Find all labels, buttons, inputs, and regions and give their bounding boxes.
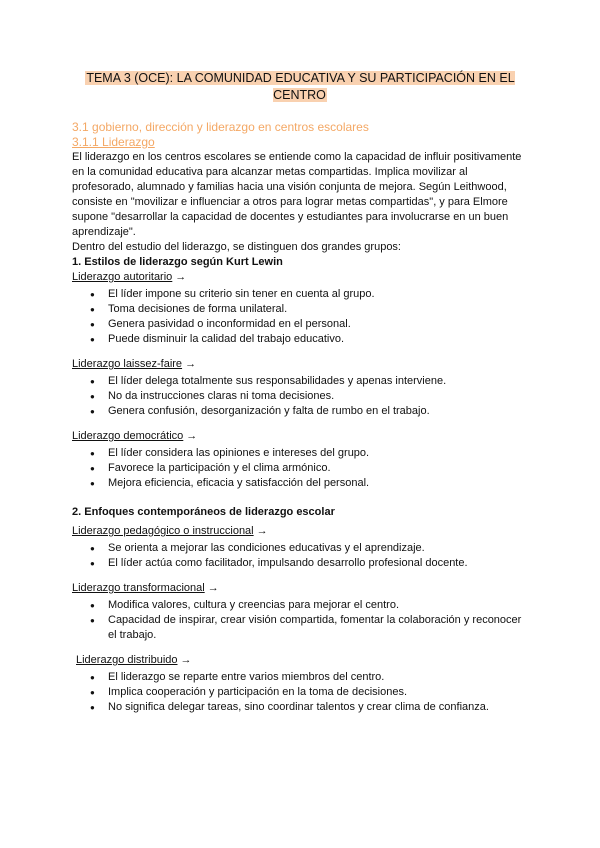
list-item: ● No significa delegar tareas, sino coordinar talentos y crear clima de confianza.: [108, 700, 532, 715]
style-heading-autoritario: [72, 270, 532, 285]
bullet-list-democratico: [72, 446, 532, 491]
list-item: ● El líder actúa como facilitador, impulsando desarrollo profesional docente.: [108, 556, 532, 571]
bullet-list-laissez-faire: [72, 374, 532, 419]
style-heading-transformacional: [72, 581, 532, 596]
list-item: ● Genera pasividad o inconformidad en el personal.: [108, 317, 532, 332]
style-name: Liderazgo democrático: [72, 430, 184, 442]
bullet-list-pedagogico: [72, 541, 532, 571]
document-body: [72, 120, 532, 715]
list-item: ● Toma decisiones de forma unilateral.: [108, 302, 532, 317]
list-item: ● Mejora eficiencia, eficacia y satisfacción del personal.: [108, 476, 532, 491]
list-item: ● Implica cooperación y participación en la toma de decisiones.: [108, 685, 532, 700]
list-item: ● Modifica valores, cultura y creencias para mejorar el centro.: [108, 598, 532, 613]
list-item: ● No da instrucciones claras ni toma decisiones.: [108, 389, 532, 404]
list-item: ● El líder impone su criterio sin tener en cuenta al grupo.: [108, 287, 532, 302]
list-item: ● Puede disminuir la calidad del trabajo educativo.: [108, 332, 532, 347]
intro-paragraph: El liderazgo en los centros escolares se entiende como la capacidad de influir positivamente en la comunidad educativa para alcanzar metas compartidas. Implica movilizar al profesorado, alumnado y familias hacia una visión conjunta de mejora. Según Leithwood, consiste en "movilizar e influenciar a otros para lograr metas compartidas", y para Elmore supone "desarrollar la capacidad de docentes y estudiantes para involucrarse en un buen aprendizaje".: [72, 151, 522, 238]
group1-heading: 1. Estilos de liderazgo según Kurt Lewin: [72, 256, 283, 268]
list-item: ● El líder delega totalmente sus responsabilidades y apenas interviene.: [108, 374, 532, 389]
style-heading-democratico: [72, 429, 532, 444]
style-name: Liderazgo laissez-faire: [72, 358, 183, 370]
group2-heading: 2. Enfoques contemporáneos de liderazgo escolar: [72, 506, 335, 518]
groups-intro: Dentro del estudio del liderazgo, se distinguen dos grandes grupos:: [72, 241, 401, 253]
style-heading-laissez-faire: [72, 357, 532, 372]
list-item: ● Capacidad de inspirar, crear visión compartida, fomentar la colaboración y reconocer el trabajo.: [108, 613, 532, 643]
style-name: Liderazgo autoritario: [72, 271, 173, 283]
list-item: ● El líder considera las opiniones e intereses del grupo.: [108, 446, 532, 461]
style-heading-pedagogico: [72, 524, 532, 539]
bullet-list-transformacional: [72, 598, 532, 643]
section-heading: 3.1 gobierno, dirección y liderazgo en centros escolares: [72, 120, 369, 134]
list-item: ● Genera confusión, desorganización y falta de rumbo en el trabajo.: [108, 404, 532, 419]
list-item: ● Favorece la participación y el clima armónico.: [108, 461, 532, 476]
document-title: TEMA 3 (OCE): LA COMUNIDAD EDUCATIVA Y SU PARTICIPACIÓN EN EL CENTRO: [86, 71, 515, 102]
arrow-icon: →: [207, 582, 219, 594]
list-item: ● Se orienta a mejorar las condiciones educativas y el aprendizaje.: [108, 541, 532, 556]
arrow-icon: →: [185, 358, 197, 370]
list-item: ● El liderazgo se reparte entre varios miembros del centro.: [108, 670, 532, 685]
style-name: Liderazgo distribuido: [76, 654, 178, 666]
bullet-list-autoritario: [72, 287, 532, 347]
bullet-list-distribuido: [72, 670, 532, 715]
style-heading-distribuido: [72, 653, 532, 668]
subsection-heading: 3.1.1 Liderazgo: [72, 135, 155, 149]
document-title-block: [60, 70, 540, 104]
style-name: Liderazgo pedagógico o instruccional: [72, 525, 254, 537]
arrow-icon: →: [256, 525, 268, 537]
arrow-icon: →: [180, 654, 192, 666]
arrow-icon: →: [175, 271, 187, 283]
arrow-icon: →: [186, 430, 198, 442]
style-name: Liderazgo transformacional: [72, 582, 205, 594]
